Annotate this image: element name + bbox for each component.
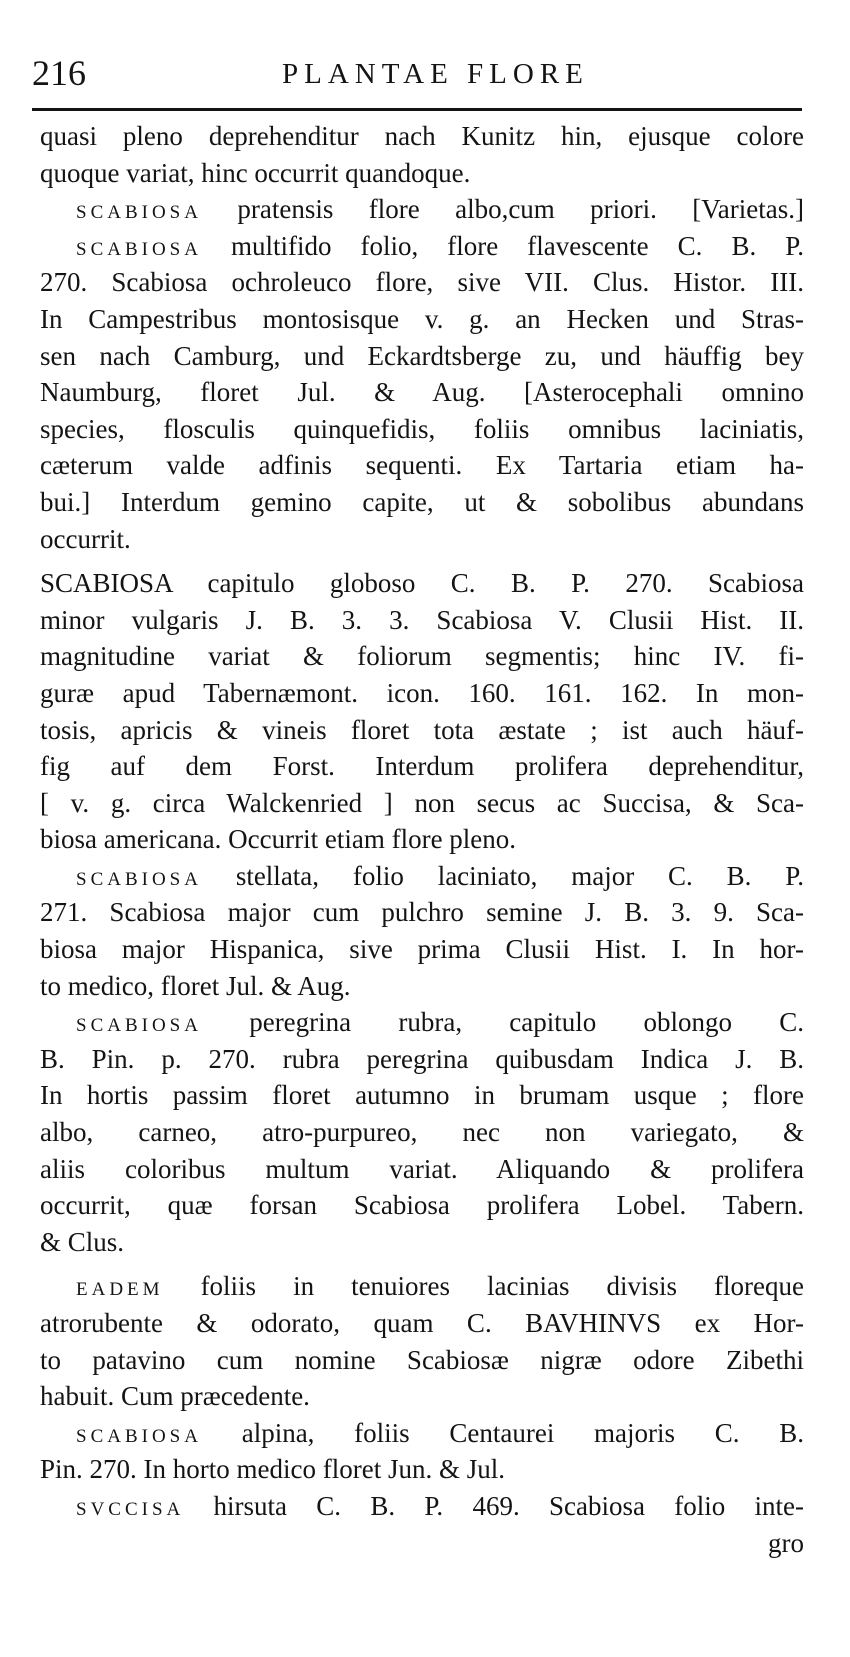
text-line: albo, carneo, atro-purpureo, nec non variegato, & xyxy=(40,1117,804,1148)
text-line: sen nach Camburg, und Eckardtsberge zu, und häuffig bey xyxy=(40,340,804,371)
text-line: 270. Scabiosa ochroleuco flore, sive VII. Clus. Histor. III. xyxy=(40,267,804,298)
header-rule xyxy=(32,108,802,111)
entry-line: SVCCISA hirsuta C. B. P. 469. Scabiosa folio inte- xyxy=(76,1490,804,1521)
text-line: quasi pleno deprehenditur nach Kunitz hin, ejusque colore xyxy=(40,121,804,151)
headword: SCABIOSA xyxy=(76,1015,202,1037)
text-line: Pin. 270. In horto medico floret Jun. & Jul. xyxy=(40,1454,505,1485)
text-line: bui.] Interdum gemino capite, ut & sobolibus abundans xyxy=(40,486,804,517)
text-line: magnitudine variat & foliorum segmentis; hinc IV. fi- xyxy=(40,641,804,672)
headword: SCABIOSA xyxy=(76,238,202,260)
headword: SCABIOSA xyxy=(76,1425,202,1447)
text-line: habuit. Cum præcedente. xyxy=(40,1381,310,1412)
text-line: [ v. g. circa Walckenried ] non secus ac Succisa, & Sca- xyxy=(40,787,804,818)
text-line: cæterum valde adfinis sequenti. Ex Tartaria etiam ha- xyxy=(40,450,804,481)
headword: SCABIOSA xyxy=(76,202,202,224)
headword: SCABIOSA xyxy=(76,868,202,890)
text-line: Naumburg, floret Jul. & Aug. [Asterocephali omnino xyxy=(40,377,804,408)
text-line: minor vulgaris J. B. 3. 3. Scabiosa V. Clusii Hist. II. xyxy=(40,604,804,635)
text-line: quoque variat, hinc occurrit quandoque. xyxy=(40,157,471,188)
text-line: occurrit, quæ forsan Scabiosa prolifera Lobel. Tabern. xyxy=(40,1190,804,1221)
text-line: fig auf dem Forst. Interdum prolifera deprehenditur, xyxy=(40,751,804,782)
text-line: In hortis passim floret autumno in brumam usque ; flore xyxy=(40,1080,804,1111)
text-line: species, flosculis quinquefidis, foliis omnibus laciniatis, xyxy=(40,413,804,444)
text-line: occurrit. xyxy=(40,523,131,554)
entry-line: SCABIOSA peregrina rubra, capitulo oblongo C. xyxy=(76,1007,804,1038)
entry-line: SCABIOSA multifido folio, flore flavescente C. B. P. xyxy=(76,230,804,261)
text-line: biosa major Hispanica, sive prima Clusii Hist. I. In hor- xyxy=(40,934,804,965)
text-line: aliis coloribus multum variat. Aliquando & prolifera xyxy=(40,1153,804,1184)
entry-line: SCABIOSA stellata, folio laciniato, major C. B. P. xyxy=(76,860,804,891)
text-line: to medico, floret Jul. & Aug. xyxy=(40,970,351,1001)
headword: SVCCISA xyxy=(76,1498,185,1520)
text-line: guræ apud Tabernæmont. icon. 160. 161. 162. In mon- xyxy=(40,677,804,708)
text-line: to patavino cum nomine Scabiosæ nigræ odore Zibethi xyxy=(40,1344,804,1375)
text-line: In Campestribus montosisque v. g. an Hecken und Stras- xyxy=(40,303,804,334)
catchword: gro xyxy=(768,1527,804,1558)
entry-line: SCABIOSA alpina, foliis Centaurei majoris C. B. xyxy=(76,1417,804,1448)
running-head: PLANTAE FLORE xyxy=(282,58,589,90)
text-line: & Clus. xyxy=(40,1226,125,1257)
entry-line: SCABIOSA capitulo globoso C. B. P. 270. Scabiosa xyxy=(40,568,804,599)
headword: EADEM xyxy=(76,1279,164,1301)
text-line: tosis, apricis & vineis floret tota æstate ; ist auch häuf- xyxy=(40,714,804,745)
entry-line: SCABIOSA pratensis flore albo,cum priori. [Varietas.] xyxy=(76,194,804,225)
page-header xyxy=(32,46,802,96)
page-body xyxy=(40,118,804,1561)
entry-line: EADEM foliis in tenuiores lacinias divisis floreque xyxy=(76,1271,804,1302)
text-line: B. Pin. p. 270. rubra peregrina quibusdam Indica J. B. xyxy=(40,1043,804,1074)
text-line: 271. Scabiosa major cum pulchro semine J. B. 3. 9. Sca- xyxy=(40,897,804,928)
page-number: 216 xyxy=(32,53,86,93)
text-line: biosa americana. Occurrit etiam flore pleno. xyxy=(40,824,517,855)
text-line: atrorubente & odorato, quam C. BAVHINVS ex Hor- xyxy=(40,1308,804,1338)
